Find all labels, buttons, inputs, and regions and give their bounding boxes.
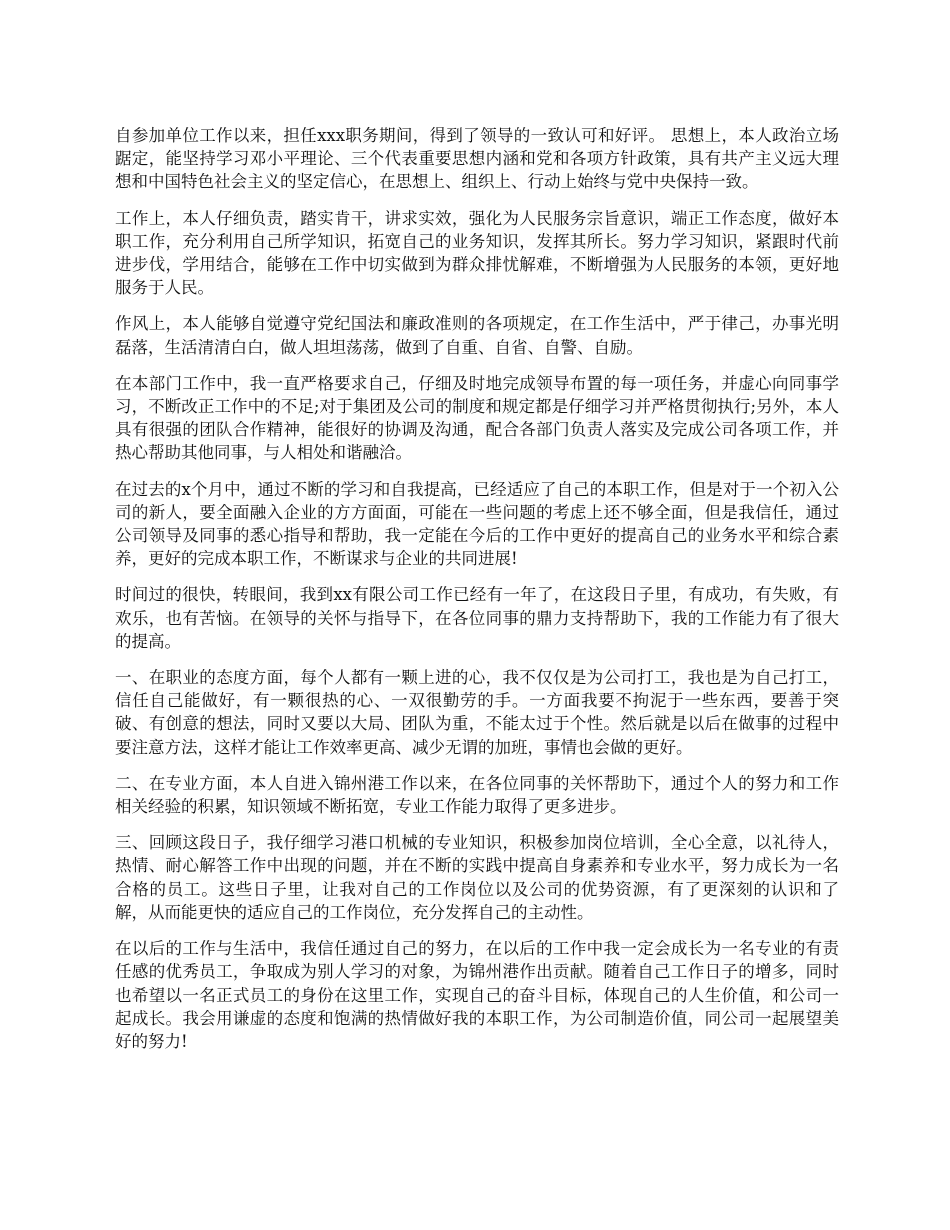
paragraph: 作风上，本人能够自觉遵守党纪国法和廉政准则的各项规定，在工作生活中，严于律己，办事光明磊落，生活清清白白，做人坦坦荡荡，做到了自重、自省、自警、自励。 xyxy=(115,314,839,357)
paragraph: 时间过的很快，转眼间，我到xx有限公司工作已经有一年了，在这段日子里，有成功，有失败，有欢乐，也有苦恼。在领导的关怀与指导下，在各位同事的鼎力支持帮助下，我的工作能力有了很大的提高。 xyxy=(115,585,839,651)
paragraph: 三、回顾这段日子，我仔细学习港口机械的专业知识，积极参加岗位培训，全心全意，以礼待人，热情、耐心解答工作中出现的问题，并在不断的实践中提高自身素养和专业水平，努力成长为一名合格的员工。这些日子里，让我对自己的工作岗位以及公司的优势资源，有了更深刻的认识和了解，从而能更快的适应自己的工作岗位，充分发挥自己的主动性。 xyxy=(115,833,839,922)
paragraph: 在本部门工作中，我一直严格要求自己，仔细及时地完成领导布置的每一项任务，并虚心向同事学习，不断改正工作中的不足;对于集团及公司的制度和规定都是仔细学习并严格贯彻执行;另外，本人具有很强的团队合作精神，能很好的协调及沟通，配合各部门负责人落实及完成公司各项工作，并热心帮助其他同事，与人相处和谐融洽。 xyxy=(115,373,839,463)
paragraph: 一、在职业的态度方面，每个人都有一颗上进的心，我不仅仅是为公司打工，我也是为自己打工，信任自己能做好，有一颗很热的心、一双很勤劳的手。一方面我要不拘泥于一些东西，要善于突破、有创意的想法，同时又要以大局、团队为重，不能太过于个性。然后就是以后在做事的过程中要注意方法，这样才能让工作效率更高、减少无谓的加班，事情也会做的更好。 xyxy=(115,668,839,757)
paragraph: 二、在专业方面，本人自进入锦州港工作以来，在各位同事的关怀帮助下，通过个人的努力和工作相关经验的积累，知识领域不断拓宽，专业工作能力取得了更多进步。 xyxy=(115,773,839,817)
paragraph: 自参加单位工作以来，担任xxx职务期间，得到了领导的一致认可和好评。 思想上，本人政治立场踞定，能坚持学习邓小平理论、三个代表重要思想内涵和党和各项方针政策，具有共产主义远大理想和中国特色社会主义的坚定信心，在思想上、组织上、行动上始终与党中央保持一致。 xyxy=(115,126,839,192)
paragraph: 在以后的工作与生活中，我信任通过自己的努力，在以后的工作中我一定会成长为一名专业的有责任感的优秀员工，争取成为别人学习的对象，为锦州港作出贡献。随着自己工作日子的增多，同时也希望以一名正式员工的身份在这里工作，实现自己的奋斗目标，体现自己的人生价值，和公司一起成长。我会用谦虚的态度和饱满的热情做好我的本职工作，为公司制造价值，同公司一起展望美好的努力! xyxy=(115,939,839,1051)
paragraph: 工作上，本人仔细负责，踏实肯干，讲求实效，强化为人民服务宗旨意识，端正工作态度，做好本职工作，充分利用自己所学知识，拓宽自己的业务知识，发挥其所长。努力学习知识，紧跟时代前进步伐，学用结合，能够在工作中切实做到为群众排忧解难，不断增强为人民服务的本领，更好地服务于人民。 xyxy=(115,208,839,298)
document-body xyxy=(115,124,839,1066)
paragraph: 在过去的x个月中，通过不断的学习和自我提高，已经适应了自己的本职工作，但是对于一个初入公司的新人，要全面融入企业的方方面面，可能在一些问题的考虑上还不够全面，但是我信任，通过公司领导及同事的悉心指导和帮助，我一定能在今后的工作中更好的提高自己的业务水平和综合素养，更好的完成本职工作，不断谋求与企业的共同进展! xyxy=(115,479,839,569)
